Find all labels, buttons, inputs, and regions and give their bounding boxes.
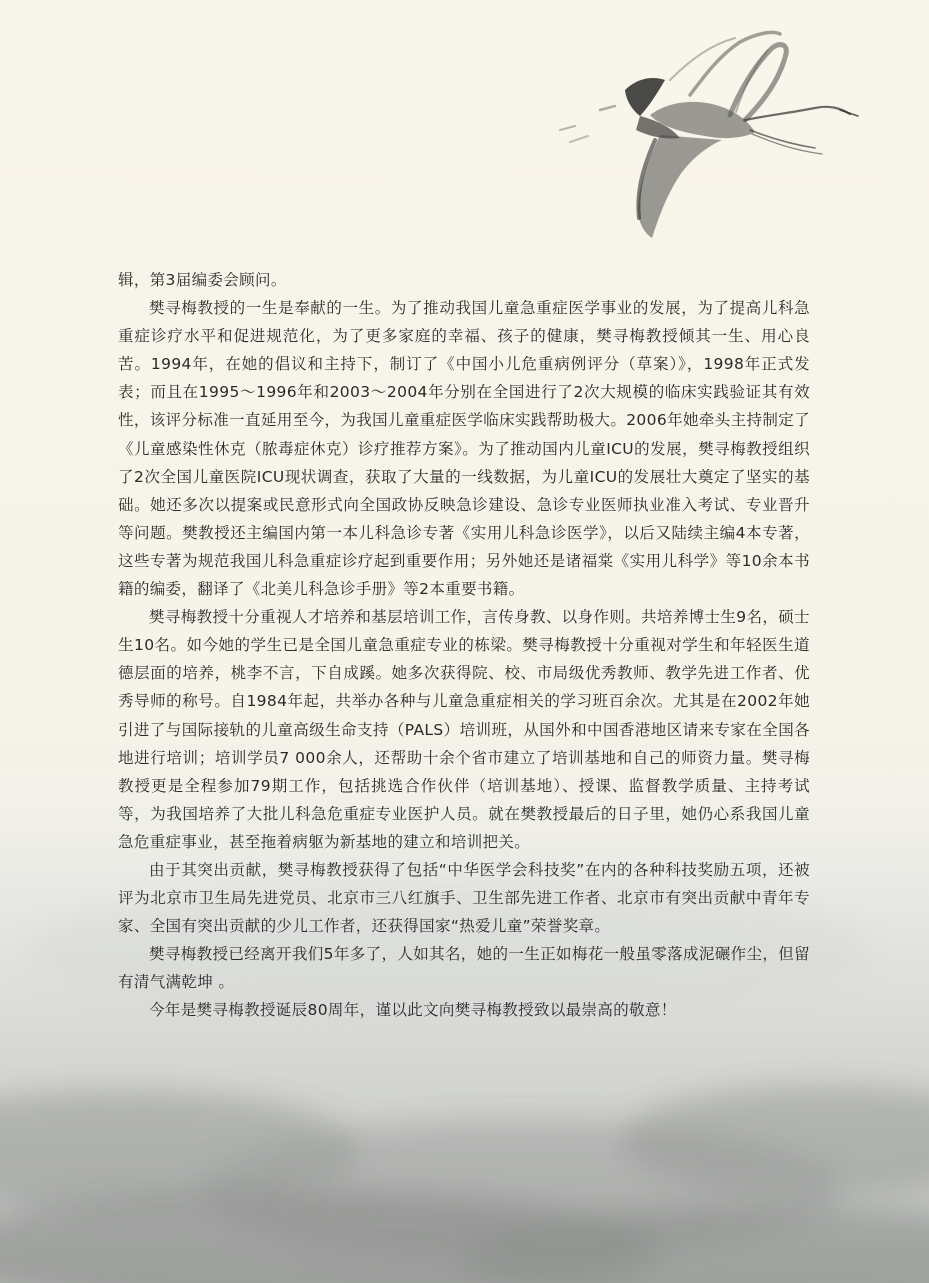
- crane-illustration: [540, 20, 860, 250]
- paragraph: 由于其突出贡献，樊寻梅教授获得了包括“中华医学会科技奖”在内的各种科技奖励五项，还被评为北京市卫生局先进党员、北京市三八红旗手、卫生部先进工作者、北京市有突出贡献中青年专家、全国有突出贡献的少儿工作者，还获得国家“热爱儿童”荣誉奖章。: [118, 860, 810, 936]
- article-body: [118, 266, 810, 1025]
- paragraph: 樊寻梅教授已经离开我们5年多了，人如其名，她的一生正如梅花一般虽零落成泥碾作尘，但留有清气满乾坤 。: [118, 945, 810, 992]
- paragraph: 辑，第3届编委会顾问。: [118, 271, 287, 289]
- paragraph: 今年是樊寻梅教授诞辰80周年，谨以此文向樊寻梅教授致以最崇高的敬意！: [149, 1001, 677, 1020]
- paragraph: 樊寻梅教授十分重视人才培养和基层培训工作，言传身教、以身作则。共培养博士生9名，硕士生10名。如今她的学生已是全国儿童急重症专业的栋梁。樊寻梅教授十分重视对学生和年轻医生道德层面的培养，桃李不言，下自成蹊。她多次获得院、校、市局级优秀教师、教学先进工作者、优秀导师的称号。自1984年起，共举办各种与儿童急重症相关的学习班百余次。尤其是在2002年她引进了与国际接轨的儿童高级生命支持（PALS）培训班，从国外和中国香港地区请来专家在全国各地进行培训；培训学员7 000余人，还帮助十余个省市建立了培训基地和自己的师资力量。樊寻梅教授更是全程参加79期工作，包括挑选合作伙伴（培训基地）、授课、监督教学质量、主持考试等，为我国培养了大批儿科急危重症专业医护人员。就在樊教授最后的日子里，她仍心系我国儿童急危重症事业，甚至拖着病躯为新基地的建立和培训把关。: [118, 608, 810, 851]
- paragraph: 樊寻梅教授的一生是奉献的一生。为了推动我国儿童急重症医学事业的发展，为了提高儿科急重症诊疗水平和促进规范化，为了更多家庭的幸福、孩子的健康，樊寻梅教授倾其一生、用心良苦。1994年，在她的倡议和主持下，制订了《中国小儿危重病例评分（草案）》，1998年正式发表；而且在1995～1996年和2003～2004年分别在全国进行了2次大规模的临床实践验证其有效性，该评分标准一直延用至今，为我国儿童重症医学临床实践帮助极大。2006年她牵头主持制定了《儿童感染性休克（脓毒症休克）诊疗推荐方案》。为了推动国内儿童ICU的发展，樊寻梅教授组织了2次全国儿童医院ICU现状调查，获取了大量的一线数据，为儿童ICU的发展壮大奠定了坚实的基础。她还多次以提案或民意形式向全国政协反映急诊建设、急诊专业医师执业准入考试、专业晋升等问题。樊教授还主编国内第一本儿科急诊专著《实用儿科急诊医学》，以后又陆续主编4本专著，这些专著为规范我国儿科急重症诊疗起到重要作用；另外她还是诸福棠《实用儿科学》等10余本书籍的编委，翻译了《北美儿科急诊手册》等2本重要书籍。: [118, 299, 810, 599]
